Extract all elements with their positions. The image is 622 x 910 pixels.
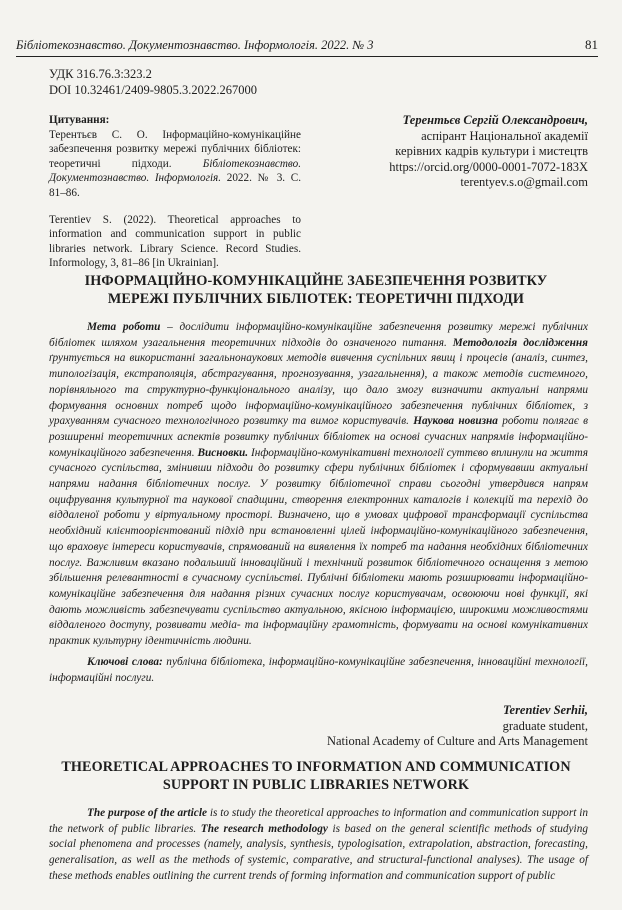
abstract-ua [49, 320, 588, 650]
title-en-line1: THEORETICAL APPROACHES TO INFORMATION AND COMMUNICATION [61, 759, 571, 775]
conclusions-label: Висновки. [197, 446, 249, 459]
abstract-en [49, 806, 588, 885]
method-label-en: The research methodology [200, 822, 328, 835]
author-position-ua: аспірант Національної академії [421, 128, 588, 143]
method-text-en: is based on the general scientific methods of studying social phenomena and processes (namely, analysis, synthesis, typologisation, extrapolation, abstraction, forecasting, generalisation, as well as the methods of systemic, comparative, and structural-functional analyses). The usage of these methods enables outlining the current trends of forming information and communication support of public [49, 822, 588, 882]
title-en-line2: SUPPORT IN PUBLIC LIBRARIES NETWORK [162, 777, 470, 793]
citation-ua [49, 128, 301, 201]
goal-label: Мета роботи [87, 321, 161, 333]
abstract-en-paragraph [49, 806, 588, 885]
citation-label: Цитування: [49, 114, 110, 126]
novelty-label: Наукова новизна [413, 415, 498, 428]
citation-ua-authors: Терентьєв С. О. [49, 128, 148, 141]
author-name-en: Terentiev Serhii, [503, 703, 588, 717]
citation-block [49, 113, 301, 283]
article-title-en [40, 758, 592, 794]
author-orcid[interactable]: https://orcid.org/0000-0001-7072-183X [389, 159, 588, 174]
doi: DOI 10.32461/2409-9805.3.2022.267000 [49, 83, 257, 97]
abstract-ua-paragraph [49, 320, 588, 650]
goal-text: – дослідити інформаційно-комунікаційне забезпечення розвитку мережі публічних бібліотек шляхом узагальнення теоретичних підходів до означеного питання. [49, 321, 589, 349]
article-identifiers [49, 66, 257, 98]
citation-ua-source: Бібліотекознавство. Документознавство. Інформологія. [49, 157, 302, 185]
purpose-label: The purpose of the article [87, 807, 207, 819]
citation-ua-title: Інформаційно-комунікаційне забезпечення розвитку мережі публічних бібліотек: теоретичні підходи. [49, 128, 301, 170]
udc-code: УДК 316.76.3:323.2 [49, 67, 152, 81]
method-text-ua: ґрунтується на використанні загальнонаукових методів вивчення суспільних явищ і процесів (аналіз, синтез, типологізація, екстраполяція, абстрагування, прогнозування, узагальнення), а також методів системного, порівняльного та структурно-функціонального аналізу, що дало змогу визначити актуальні напрями формування основних потреб щодо інформаційно-комунікаційного забезпечення публічних бібліотек, з урахуванням сучасного технологічного розвитку та вимог користувачів. [49, 352, 588, 428]
purpose-text: is to study the theoretical approaches to information and communication support in the network of public libraries. [49, 807, 588, 835]
title-ua-line2: МЕРЕЖІ ПУБЛІЧНИХ БІБЛІОТЕК: ТЕОРЕТИЧНІ ПІДХОДИ [107, 291, 525, 307]
author-affiliation-ua: керівних кадрів культури і мистецтв [395, 144, 588, 159]
author-position-en: graduate student, [502, 718, 588, 733]
author-name-ua: Терентьєв Сергій Олександрович, [402, 113, 588, 127]
conclusions-text: Інформаційно-комунікативні технології суттєво вплинули на життя сучасного суспільства, змінивши підходи до розвитку сфери публічних бібліотек і сформувавши актуальні напрями надання бібліотечних послуг. У розвитку бібліотечної справи сьогодні утвердився напрям оцифрування культурної та наукової спадщини, створення електронних каталогів і колекцій та перехід до віддаленої роботи у віртуальному просторі. Визначено, що в умовах цифрової трансформації суспільства необхідний клієнтоорієнтований підхід при встановленні цілей інформаційно-комунікаційного забезпечення, що враховує інтереси користувачів, спрямований на виявлення їх потреб та надання необхідних бібліотечних послуг. Важливим вказано подальший інноваційний і технічний розвиток бібліотечного оснащення з метою збільшення релевантності в сучасному суспільстві. Публічні бібліотеки мають розширювати інформаційно-комунікаційне забезпечення для надання різних сучасних послуг користувачам, освоюючи нові функції, які дають можливість забезпечувати суспільство актуальною, якісною інформацією, широкими можливостями віддаленого доступу, розвивати медіа- та інформаційну грамотність, формувати на основі комунікативних практик культурну ідентичність людини. [49, 446, 588, 648]
page-number: 81 [585, 37, 598, 52]
novelty-text: роботи полягає в розширенні теоретичних аспектів розвитку публічних бібліотек на основі сучасних напрямів інформаційно-комунікаційного забезпечення. [49, 415, 589, 459]
author-info-ua [338, 113, 588, 191]
article-title-ua [40, 272, 592, 308]
journal-title: Бібліотекознавство. Документознавство. Інформологія. 2022. № 3 [16, 38, 374, 52]
keywords-ua [49, 655, 588, 686]
author-info-en [327, 703, 588, 750]
author-email[interactable]: terentyev.s.o@gmail.com [460, 175, 588, 190]
keywords-label: Ключові слова: [87, 656, 163, 668]
title-ua-line1: ІНФОРМАЦІЙНО-КОМУНІКАЦІЙНЕ ЗАБЕЗПЕЧЕННЯ РОЗВИТКУ [84, 273, 548, 289]
keywords-text: публічна бібліотека, інформаційно-комунікаційне забезпечення, інноваційні технології, інформаційні послуги. [49, 656, 588, 684]
running-header [16, 38, 598, 57]
citation-en: Terentiev S. (2022). Theoretical approaches to information and communication support in public libraries network. Library Science. Record Studies. Informology, 3, 81–86 [in Ukrainian]. [49, 213, 301, 270]
author-affiliation-en: National Academy of Culture and Arts Management [326, 734, 588, 749]
citation-ua-details: 2022. № 3. С. 81–86. [49, 172, 302, 199]
method-label-ua: Методологія дослідження [452, 336, 588, 349]
